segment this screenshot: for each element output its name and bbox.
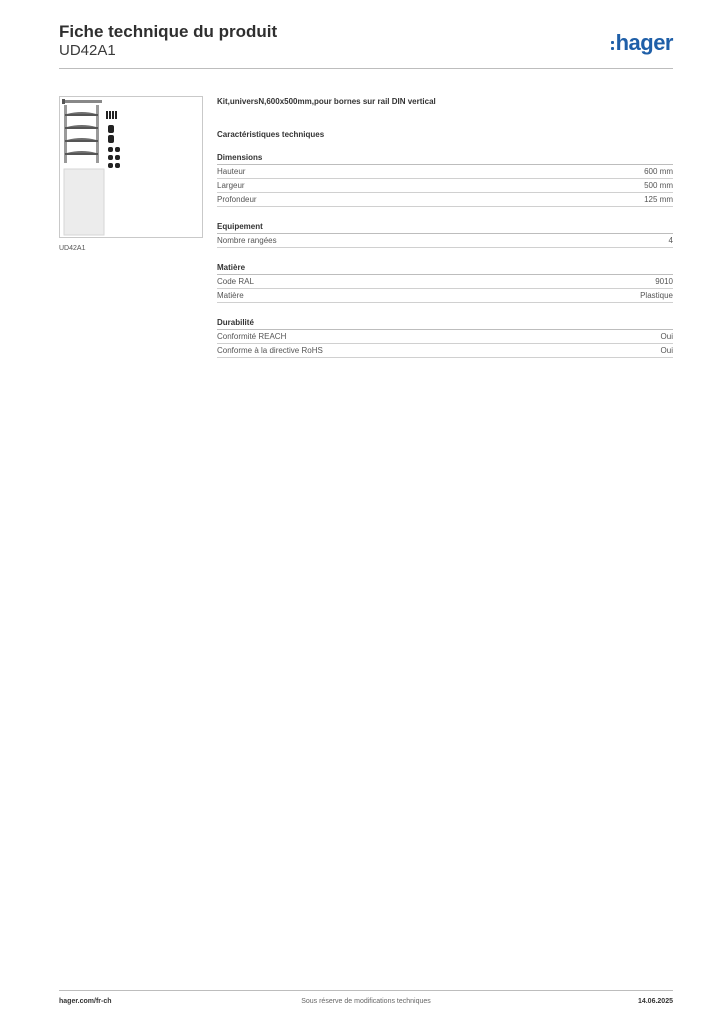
spec-label: Conformité REACH — [217, 332, 287, 341]
spec-value: 600 mm — [644, 167, 673, 176]
product-photo-icon — [60, 97, 202, 237]
footer-website-link[interactable]: hager.com/fr-ch — [59, 998, 112, 1005]
product-code: UD42A1 — [59, 42, 116, 59]
spec-row — [217, 330, 673, 344]
spec-row — [217, 275, 673, 289]
spec-value: 500 mm — [644, 181, 673, 190]
spec-value: 125 mm — [644, 195, 673, 204]
product-description: Kit,universN,600x500mm,pour bornes sur rail DIN vertical — [217, 97, 436, 106]
product-details — [217, 96, 673, 358]
spec-row — [217, 289, 673, 303]
logo-text: hager — [615, 30, 673, 55]
spec-value: Oui — [660, 346, 673, 355]
spec-section-durabilite — [217, 317, 673, 358]
specs-heading: Caractéristiques techniques — [217, 130, 325, 139]
spec-row — [217, 193, 673, 207]
spec-value: Plastique — [640, 291, 673, 300]
footer-disclaimer: Sous réserve de modifications techniques — [301, 998, 431, 1005]
spec-label: Conforme à la directive RoHS — [217, 346, 323, 355]
page-header — [59, 20, 673, 68]
spec-row — [217, 344, 673, 358]
spec-row — [217, 165, 673, 179]
logo-dots-icon — [611, 41, 614, 50]
spec-section-dimensions — [217, 152, 673, 207]
product-image — [59, 96, 203, 238]
section-title: Equipement — [217, 221, 673, 234]
spec-label: Code RAL — [217, 277, 254, 286]
footer-date: 14.06.2025 — [637, 998, 673, 1005]
footer-divider — [59, 990, 673, 991]
spec-section-equipement — [217, 221, 673, 248]
spec-value: 4 — [668, 236, 673, 245]
spec-label: Matière — [217, 291, 244, 300]
section-title: Durabilité — [217, 317, 673, 330]
section-title: Matière — [217, 262, 673, 275]
spec-value: 9010 — [655, 277, 673, 286]
hager-logo[interactable] — [611, 30, 673, 56]
spec-label: Nombre rangées — [217, 236, 277, 245]
header-divider — [59, 68, 673, 69]
page-footer — [59, 998, 673, 1010]
spec-label: Largeur — [217, 181, 245, 190]
spec-label: Hauteur — [217, 167, 246, 176]
spec-value: Oui — [660, 332, 673, 341]
spec-section-matiere — [217, 262, 673, 303]
section-title: Dimensions — [217, 152, 673, 165]
spec-row — [217, 234, 673, 248]
image-caption: UD42A1 — [59, 245, 86, 252]
page-title: Fiche technique du produit — [59, 22, 278, 41]
spec-row — [217, 179, 673, 193]
spec-label: Profondeur — [217, 195, 257, 204]
